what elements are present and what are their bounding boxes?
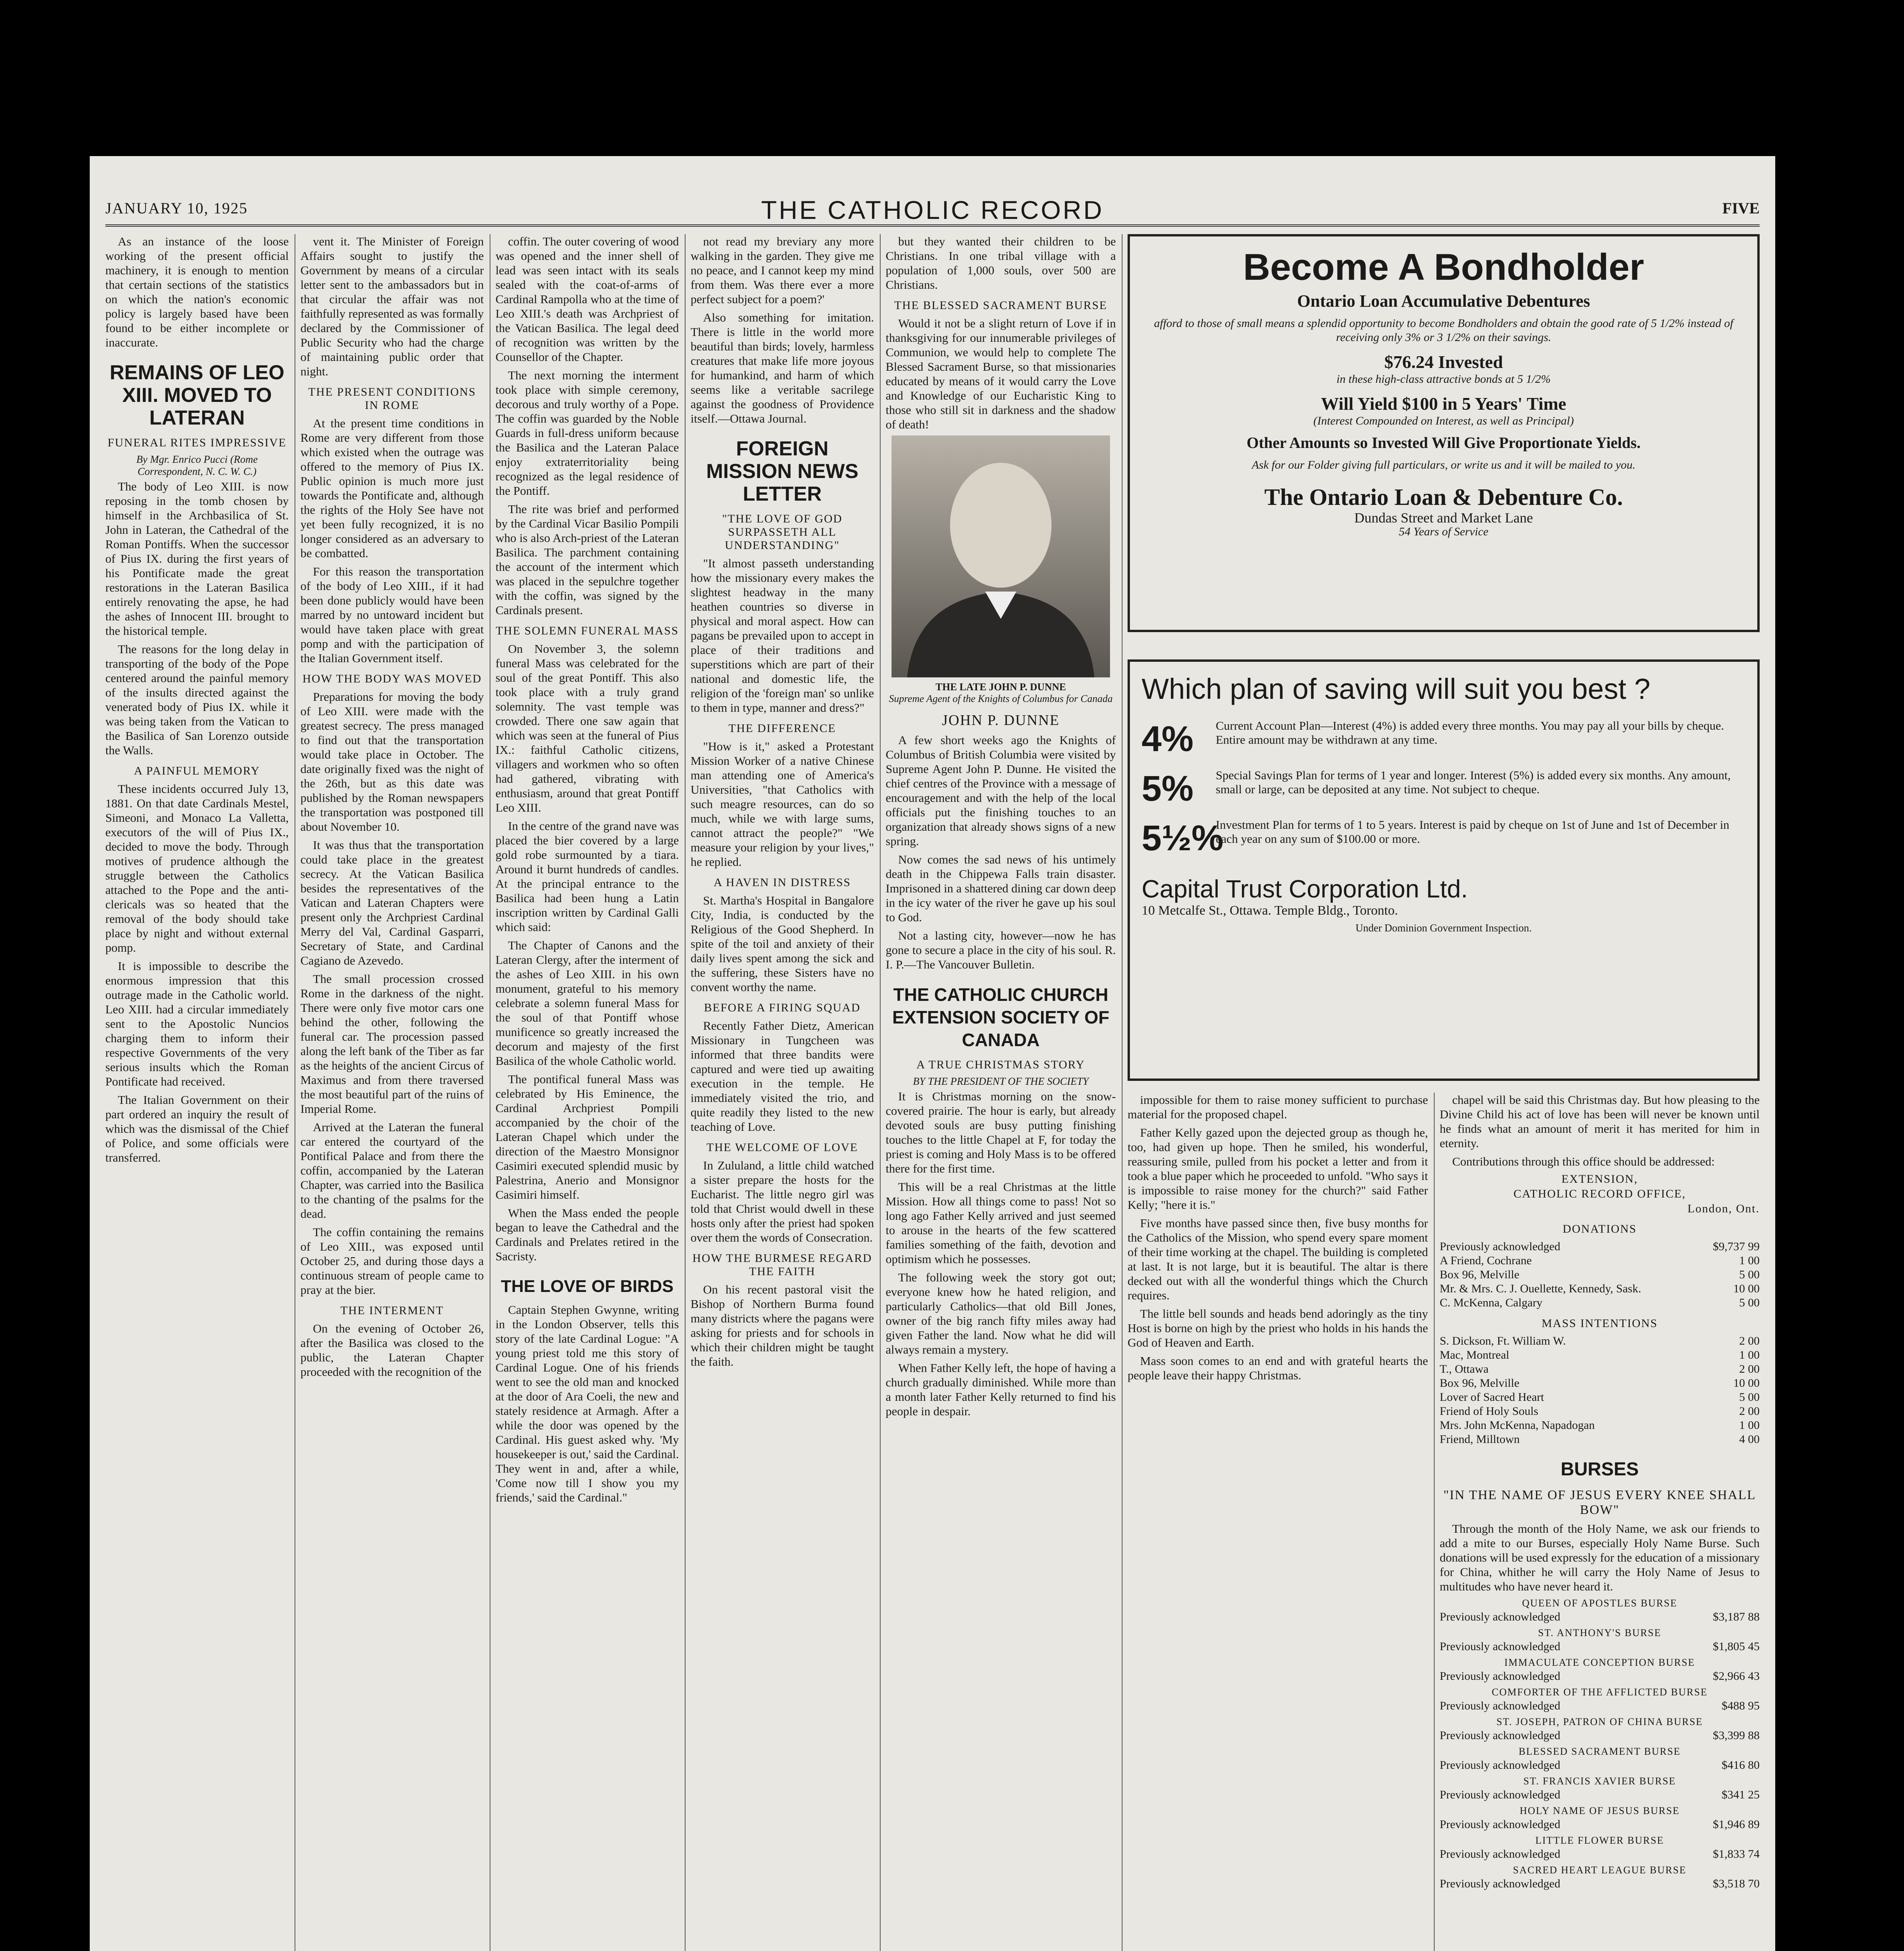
burse-row: [1440, 1669, 1760, 1683]
article-paragraph: This will be a real Christmas at the little Mission. How all things come to pass! Not so long ago Father Kelly arrived and just seemed to arouse in the hearts of the few scattered families something of the faith, devotion and optimism which he possesses.: [886, 1180, 1116, 1266]
item-name: T., Ottawa: [1440, 1363, 1489, 1375]
ad-note: in these high-class attractive bonds at 5 1/2%: [1336, 373, 1551, 386]
list-item: [1440, 1376, 1760, 1390]
rate-text: Investment Plan for terms of 1 to 5 years. Interest is paid by cheque on 1st of June and 1st of December in each year on any sum of $100.00 or more.: [1216, 818, 1730, 846]
subhead: THE SOLEMN FUNERAL MASS: [496, 624, 679, 637]
capital-trust-ad: [1128, 659, 1760, 1081]
rate-text: Current Account Plan—Interest (4%) is added every three months. You may pay all your bills by cheque. Entire amount may be withdrawn at any time.: [1216, 719, 1724, 746]
article-paragraph: The rite was brief and performed by the Cardinal Vicar Basilio Pompili who is also Arch-priest of the Lateran Basilica. The parchment containing the account of the interment which was placed in the sepulchre together with the coffin, was signed by the Cardinals present.: [496, 502, 679, 617]
burse-amount: $488 95: [1721, 1699, 1760, 1712]
ad-company: The Ontario Loan & Debenture Co.: [1264, 484, 1623, 510]
burse-line: Previously acknowledged: [1440, 1640, 1561, 1653]
article-paragraph: Captain Stephen Gwynne, writing in the London Observer, tells this story of the late Cardinal Logue: "A young priest told me this story of Cardinal Logue. One of his friends went to see the old man and knocked at the door of Ara Coeli, the new and stately residence at Armagh. After a while the door was opened by the Cardinal. His guest asked why. 'My housekeeper is out,' said the Cardinal. They went in and, after a while, 'Come now till I show you my friends,' said the Cardinal.": [496, 1303, 679, 1504]
article-paragraph: The Chapter of Canons and the Lateran Clergy, after the interment of the ashes of Leo XIII. in his own monument, grateful to his memory celebrate a solemn funeral Mass for the soul of that Pontiff whose munificence so greatly increased the decorum and majesty of the first Basilica of the whole Catholic world.: [496, 938, 679, 1068]
item-name: Mr. & Mrs. C. J. Ouellette, Kennedy, Sask.: [1440, 1282, 1641, 1295]
article-paragraph: Five months have passed since then, five busy months for the Catholics of the Mission, who spend every spare moment of their time working at the chapel. The building is completed at last. It is not large, but it is beautiful. The altar is there decked out with all the wonderful things which the Church requires.: [1128, 1216, 1428, 1302]
burse-title: ST. FRANCIS XAVIER BURSE: [1523, 1775, 1676, 1787]
article-paragraph: The reasons for the long delay in transporting of the body of the Pope centered around the painful memory of the insults directed against the venerated body of Pius IX. while it was being taken from the Vatican to the Basilica of San Lorenzo outside the Walls.: [105, 642, 289, 757]
burse-amount: $1,805 45: [1713, 1640, 1760, 1653]
header-rule: [105, 224, 1760, 227]
item-name: Box 96, Melville: [1440, 1268, 1520, 1281]
article-paragraph: "How is it," asked a Protestant Mission Worker of a native Chinese man attending one of America's Universities, "that Catholics with such meagre resources, can do so much, while we with large sums, cannot attract the people?" "We measure your religion by your lives," he replied.: [691, 739, 874, 869]
item-name: Friend of Holy Souls: [1440, 1405, 1538, 1418]
burse-row: [1440, 1788, 1760, 1802]
burse-amount: $3,518 70: [1713, 1877, 1760, 1890]
subhead: THE PRESENT CONDITIONS IN ROME: [308, 386, 476, 412]
ad-invest: $76.24 Invested: [1384, 352, 1503, 372]
burse-amount: $1,946 89: [1713, 1818, 1760, 1831]
subhead: THE WELCOME OF LOVE: [706, 1141, 858, 1154]
item-name: Box 96, Melville: [1440, 1377, 1520, 1390]
burse-amount: $3,187 88: [1713, 1610, 1760, 1623]
ad-title: Become A Bondholder: [1243, 246, 1644, 288]
list-item: [1440, 1404, 1760, 1418]
article-paragraph: When Father Kelly left, the hope of having a church gradually diminished. While more than a month later Father Kelly returned to find his people in despair.: [886, 1361, 1116, 1418]
rate-value: 5½%: [1142, 818, 1224, 858]
item-amount: 5 00: [1739, 1268, 1760, 1281]
burse-amount: $1,833 74: [1713, 1848, 1760, 1860]
article-paragraph: Preparations for moving the body of Leo XIII. were made with the greatest secrecy. The press managed to find out that the transportation would take place in October. The date originally fixed was the night of the 26th, but as this date was published by the Roman newspapers the transportation was postponed till about November 10.: [300, 690, 484, 833]
article-paragraph: Through the month of the Holy Name, we ask our friends to add a mite to our Burses, especially Holy Name Burse. Such donations will be used expressly for the education of a missionary for China, whither he will carry the Holy Name of Jesus to multitudes who have never heard it.: [1440, 1522, 1760, 1593]
rate-option: [1142, 719, 1746, 760]
item-amount: 2 00: [1739, 1405, 1760, 1418]
article-paragraph: The coffin containing the remains of Leo XIII., was exposed until October 25, and during those days a continuous stream of people came to pray at the bier.: [300, 1225, 484, 1297]
burse-title: LITTLE FLOWER BURSE: [1535, 1835, 1664, 1846]
column-7: [1440, 1093, 1760, 1951]
subhead: JOHN P. DUNNE: [942, 712, 1060, 729]
column-6: [1128, 1093, 1428, 1951]
list-item: [1440, 1334, 1760, 1348]
subhead: HOW THE BURMESE REGARD THE FAITH: [692, 1252, 872, 1278]
burse-title: ST. JOSEPH, PATRON OF CHINA BURSE: [1496, 1716, 1703, 1727]
rate-option: [1142, 768, 1746, 809]
column-5: [886, 234, 1116, 1951]
article-paragraph: Not a lasting city, however—now he has gone to secure a place in the city of his soul. R. I. P.—The Vancouver Bulletin.: [886, 929, 1116, 971]
item-amount: 2 00: [1739, 1334, 1760, 1347]
bondholder-ad: [1128, 234, 1760, 632]
burse-row: [1440, 1610, 1760, 1624]
list-item: [1440, 1240, 1760, 1254]
item-name: Friend, Milltown: [1440, 1433, 1520, 1446]
headline-foreign-mission: FOREIGN MISSION NEWS LETTER: [706, 437, 859, 505]
article-paragraph: impossible for them to raise money sufficient to purchase material for the proposed chapel.: [1128, 1093, 1428, 1121]
article-paragraph: The little bell sounds and heads bend adoringly as the tiny Host is borne on high by the priest who holds in his hands the God of Heaven and Earth.: [1128, 1307, 1428, 1349]
article-paragraph: When the Mass ended the people began to leave the Cathedral and the Cardinals and Prelates retired in the Sacristy.: [496, 1206, 679, 1263]
article-paragraph: "It almost passeth understanding how the missionary every makes the slightest headway in the many heathen countries so diverse in physical and moral aspect. How can pagans be prevailed upon to accept in place of their traditions and superstitions which are part of their national and domestic life, the religion of the 'foreign man' so unlike to them in type, manner and dress?": [691, 556, 874, 714]
list-item: [1440, 1432, 1760, 1446]
item-name: S. Dickson, Ft. William W.: [1440, 1334, 1566, 1347]
address-line: CATHOLIC RECORD OFFICE,: [1513, 1187, 1686, 1200]
burses-subheading: "IN THE NAME OF JESUS EVERY KNEE SHALL BOW": [1443, 1488, 1756, 1517]
masthead: THE CATHOLIC RECORD: [761, 195, 1104, 224]
ad-years: 54 Years of Service: [1399, 525, 1488, 538]
ad-question: Which plan of saving will suit you best ?: [1142, 673, 1650, 705]
article-paragraph: It is Christmas morning on the snow-covered prairie. The hour is early, but already devoted souls are busy putting finishing touches to the little Chapel at F, for today the priest is coming and Holy Mass is to be offered there for the first time.: [886, 1089, 1116, 1175]
subhead: BEFORE A FIRING SQUAD: [704, 1001, 861, 1014]
article-paragraph: Would it not be a slight return of Love if in thanksgiving for our innumerable privileges of Communion, we would help to complete The Blessed Sacrament Burse, so that missionaries educated by means of it would carry the Love and Knowledge of our Eucharistic King to those who still sit in darkness and the shadow of death!: [886, 316, 1116, 431]
article-paragraph: It is impossible to describe the enormous impression that this outrage made in the Catholic world. Leo XIII. had a circular immediately sent to the Apostolic Nuncios charging them to inform their respective Governments of the very serious insults which the Roman Pontificate had received.: [105, 959, 289, 1088]
article-paragraph: The pontifical funeral Mass was celebrated by His Eminence, the Cardinal Archpriest Pompili accompanied by the choir of the Lateran Chapel which under the direction of the Maestro Monsignor Casimiri executed splendid music by Palestrina, Anerio and Monsignor Casimiri himself.: [496, 1072, 679, 1201]
list-item: [1440, 1390, 1760, 1404]
rate-option: [1142, 818, 1746, 859]
article-paragraph: not read my breviary any more walking in the garden. They give me no peace, and I cannot keep my mind from them. Was there ever a more perfect subject for a poem?': [691, 235, 874, 306]
item-amount: 2 00: [1739, 1363, 1760, 1375]
burse-amount: $2,966 43: [1713, 1670, 1760, 1683]
article-paragraph: Father Kelly gazed upon the dejected group as though he, too, had given up hope. Then he smiled, his wonderful, reassuring smile, pulled from his pocket a letter and from it took a blue paper which he proceeded to unfold. "Who says it is impossible to raise money for the church?" said Father Kelly; "here it is.": [1128, 1126, 1428, 1212]
burse-title: SACRED HEART LEAGUE BURSE: [1513, 1864, 1687, 1876]
article-paragraph: It was thus that the transportation could take place in the greatest secrecy. At the Vatican Basilica besides the representatives of the Vatican and Lateran Chapters were present only the Archpriest Cardinal Merry del Val, Cardinal Gasparri, Secretary of State, and Cardinal Cagiano de Azevedo.: [300, 838, 484, 967]
article-paragraph: These incidents occurred July 13, 1881. On that date Cardinals Mestel, Simeoni, and Monaco La Valletta, executors of the will of Pius IX., decided to move the body. Through motives of prudence although the struggle between the Catholics attached to the Pope and the anti-clericals was so heated that the removal of the body should take place by night and without external pomp.: [105, 782, 289, 954]
burse-line: Previously acknowledged: [1440, 1729, 1561, 1742]
burse-line: Previously acknowledged: [1440, 1759, 1561, 1772]
burse-title: BLESSED SACRAMENT BURSE: [1519, 1746, 1681, 1757]
article-paragraph: The next morning the interment took place with simple ceremony, decorous and truly worthy of a Pope. The coffin was guarded by the Noble Guards in full-dress uniform because the Basilica and the Lateran Palace enjoy extraterritoriality being recognized as the legal residence of the Pontiff.: [496, 368, 679, 498]
item-amount: $9,737 99: [1713, 1240, 1760, 1253]
burse-line: Previously acknowledged: [1440, 1610, 1561, 1623]
list-item: [1440, 1296, 1760, 1310]
item-amount: 4 00: [1739, 1433, 1760, 1446]
subhead: THE BLESSED SACRAMENT BURSE: [894, 299, 1107, 312]
article-paragraph: A few short weeks ago the Knights of Columbus of British Columbia were visited by Supreme Agent John P. Dunne. He visited the chief centres of the Province with a message of encouragement and with the help of the local officials put the finishing touches to an organization that already shows signs of a new spring.: [886, 733, 1116, 848]
burse-row: [1440, 1699, 1760, 1713]
rate-value: 5%: [1142, 769, 1194, 808]
list-item: [1440, 1282, 1760, 1296]
address-line: EXTENSION,: [1561, 1173, 1638, 1185]
burse-line: Previously acknowledged: [1440, 1788, 1561, 1801]
list-item: [1440, 1418, 1760, 1432]
subhead: THE INTERMENT: [340, 1304, 444, 1317]
subhead: "THE LOVE OF GOD SURPASSETH ALL UNDERSTANDING": [722, 512, 843, 552]
burse-row: [1440, 1758, 1760, 1772]
page-number: FIVE: [1722, 199, 1760, 217]
list-item: [1440, 1348, 1760, 1362]
rate-text: Special Savings Plan for terms of 1 year and longer. Interest (5%) is added every six months. Any amount, small or large, can be deposited at any time. Not subject to cheque.: [1216, 768, 1731, 796]
ad-note: Under Dominion Government Inspection.: [1355, 922, 1532, 934]
article-paragraph: The body of Leo XIII. is now reposing in the tomb chosen by himself in the Archbasilica of St. John in Lateran, the Cathedral of the Roman Pontiffs. When the successor of Pius IX. during the first years of his Pontificate made the great restorations in the Lateran Basilica entirely renovating the apse, he had the ashes of Innocent III. brought to the historical temple.: [105, 480, 289, 638]
ad-company: Capital Trust Corporation Ltd.: [1142, 875, 1468, 903]
portrait-icon: [892, 435, 1110, 677]
item-amount: 1 00: [1739, 1419, 1760, 1432]
address-line: London, Ont.: [1687, 1202, 1760, 1215]
ad-ask: Ask for our Folder giving full particulars, or write us and it will be mailed to you.: [1252, 458, 1636, 471]
article-paragraph: On the evening of October 26, after the Basilica was closed to the public, the Lateran Chapter proceeded with the recognition of the: [300, 1322, 484, 1379]
headline-love-of-birds: THE LOVE OF BIRDS: [501, 1277, 674, 1296]
article-paragraph: In Zululand, a little child watched a sister prepare the hosts for the Eucharist. The little negro girl was told that Christ would dwell in these hosts only after the priest had spoken over them the words of Consecration.: [691, 1159, 874, 1244]
burse-line: Previously acknowledged: [1440, 1848, 1561, 1860]
donations-list: [1440, 1240, 1760, 1310]
burse-row: [1440, 1877, 1760, 1891]
article-paragraph: In the centre of the grand nave was placed the bier covered by a large gold robe surmounted by a tiara. Around it burnt hundreds of candles. At the principal entrance to the Basilica had been hung a Latin inscription written by Cardinal Galli which said:: [496, 819, 679, 934]
burse-row: [1440, 1847, 1760, 1861]
article-paragraph: The small procession crossed Rome in the darkness of the night. There were only five motor cars one behind the other, following the funeral car. The procession passed along the left bank of the Tiber as far as the heights of the ancient Circus of Maximus and from there traversed the most beautiful part of the ruins of Imperial Rome.: [300, 972, 484, 1116]
newspaper-page: [90, 156, 1775, 1951]
subhead-funeral-rites: FUNERAL RITES IMPRESSIVE: [107, 436, 287, 449]
item-amount: 5 00: [1739, 1391, 1760, 1404]
intro-paragraph: As an instance of the loose working of the present official machinery, it is enough to mention that certain sections of the statistics on which the nation's economic policy is largely based have been found to be either incomplete or inaccurate.: [105, 235, 289, 349]
item-amount: 1 00: [1739, 1254, 1760, 1267]
column-rule: [1122, 234, 1123, 1951]
burses-heading: BURSES: [1560, 1459, 1639, 1480]
headline-leo-xiii: REMAINS OF LEO XIII. MOVED TO LATERAN: [110, 361, 284, 429]
burse-amount: $341 25: [1721, 1788, 1760, 1801]
article-paragraph: coffin. The outer covering of wood was opened and the inner shell of lead was seen intact with its seals sealed with the coat-of-arms of Cardinal Rampolla who at the time of Leo XIII.'s death was Archpriest of the Vatican Basilica. The legal deed of recognition was written by the Counsellor of the Chapter.: [496, 235, 679, 364]
column-2: [300, 234, 484, 1951]
item-name: A Friend, Cochrane: [1440, 1254, 1532, 1267]
ad-address: Dundas Street and Market Lane: [1354, 510, 1533, 526]
article-paragraph: Mass soon comes to an end and with grateful hearts the people leave their happy Christmas.: [1128, 1354, 1428, 1382]
column-3: [496, 234, 679, 1951]
article-paragraph: The Italian Government on their part ordered an inquiry the result of which was the dismissal of the Chief of Police, and some officials were transferred.: [105, 1093, 289, 1164]
mass-intentions-heading: MASS INTENTIONS: [1542, 1317, 1658, 1330]
subhead: HOW THE BODY WAS MOVED: [302, 672, 482, 685]
list-item: [1440, 1362, 1760, 1376]
column-1: [105, 234, 289, 1951]
mass-intentions-list: [1440, 1334, 1760, 1446]
issue-date: JANUARY 10, 1925: [105, 199, 248, 217]
article-paragraph: At the present time conditions in Rome are very different from those which existed when the outrage was offered to the memory of Pius IX. Public opinion is much more just towards the Pontificate and, although the rights of the Holy See have not yet been fully recognized, it is no longer considered as an adversary to be combatted.: [300, 416, 484, 560]
article-paragraph: vent it. The Minister of Foreign Affairs sought to justify the Government by means of a circular letter sent to the ambassadors but in that circular the affair was not faithfully represented as was formally declared by the Commissioner of Public Security who had the charge of maintaining public order that night.: [300, 235, 484, 378]
ad-area: [1128, 234, 1760, 1085]
burse-row: [1440, 1729, 1760, 1743]
subhead: THE DIFFERENCE: [728, 722, 836, 735]
article-paragraph: Also something for imitation. There is little in the world more beautiful than birds; lovely, harmless creatures that make life more joyous for humankind, and harm of which seems like a veritable sacrilege against the goodness of Providence itself.—Ottawa Journal.: [691, 311, 874, 425]
item-amount: 10 00: [1733, 1282, 1760, 1295]
item-amount: 10 00: [1733, 1377, 1760, 1390]
item-amount: 5 00: [1739, 1296, 1760, 1309]
item-name: Previously acknowledged: [1440, 1240, 1561, 1253]
photo-caption: THE LATE JOHN P. DUNNE: [935, 681, 1066, 693]
item-amount: 1 00: [1739, 1349, 1760, 1361]
item-name: C. McKenna, Calgary: [1440, 1296, 1543, 1309]
column-rule: [1434, 1093, 1435, 1951]
ad-note: (Interest Compounded on Interest, as well as Principal): [1313, 414, 1574, 427]
donations-heading: DONATIONS: [1563, 1222, 1637, 1235]
ad-body: afford to those of small means a splendid opportunity to become Bondholders and obtain the good rate of 5 1/2% instead of receiving only 3% or 3 1/2% on their savings.: [1154, 317, 1733, 344]
subhead: A PAINFUL MEMORY: [134, 764, 260, 777]
article-paragraph: The following week the story got out; everyone knew how he hated religion, and particularly Catholics—that old Bill Jones, owner of the big ranch fifty miles away had given Father the land. Now what he did will always remain a mystery.: [886, 1270, 1116, 1356]
article-paragraph: St. Martha's Hospital in Bangalore City, India, is conducted by the Religious of the Good Shepherd. In spite of the toil and anxiety of their daily lives spent among the sick and the suffering, these Sisters have no convent worthy the name.: [691, 894, 874, 994]
burse-line: Previously acknowledged: [1440, 1818, 1561, 1831]
burses-list: [1440, 1597, 1760, 1891]
article-paragraph: Now comes the sad news of his untimely death in the Chippewa Falls train disaster. Imprisoned in a shattered dining car down deep in the icy water of the river he gave up his soul to God.: [886, 853, 1116, 924]
article-paragraph: Arrived at the Lateran the funeral car entered the courtyard of the Pontifical Palace and from there the coffin, accompanied by the Lateran Chapter, was carried into the Basilica to the chanting of the psalms for the dead.: [300, 1120, 484, 1221]
byline: BY THE PRESIDENT OF THE SOCIETY: [913, 1075, 1089, 1087]
article-paragraph: On his recent pastoral visit the Bishop of Northern Burma found many districts where the pagans were asking for priests and for schools in which their children might be taught the faith.: [691, 1283, 874, 1368]
subhead: A HAVEN IN DISTRESS: [714, 876, 851, 889]
column-4: [691, 234, 874, 1951]
ad-other: Other Amounts so Invested Will Give Proportionate Yields.: [1247, 434, 1641, 451]
burse-title: IMMACULATE CONCEPTION BURSE: [1504, 1657, 1695, 1668]
item-name: Lover of Sacred Heart: [1440, 1391, 1544, 1404]
photo-caption-sub: Supreme Agent of the Knights of Columbus for Canada: [889, 693, 1113, 704]
item-name: Mac, Montreal: [1440, 1349, 1510, 1361]
headline-extension-society: THE CATHOLIC CHURCH EXTENSION SOCIETY OF CANADA: [892, 984, 1110, 1050]
burse-line: Previously acknowledged: [1440, 1670, 1561, 1683]
article-paragraph: but they wanted their children to be Christians. In one tribal village with a population of 1,000 souls, over 500 are Christians.: [886, 235, 1116, 291]
article-paragraph: Recently Father Dietz, American Missionary in Tungcheen was informed that three bandits were captured and were tied up awaiting execution in the temple. He immediately visited the trio, and quite readily they listed to the new teaching of Love.: [691, 1019, 874, 1134]
portrait-photo: [892, 435, 1110, 677]
ad-subtitle: Ontario Loan Accumulative Debentures: [1297, 291, 1590, 311]
article-paragraph: For this reason the transportation of the body of Leo XIII., if it had been done publicly would have been marred by no untoward incident but would have taken place with great pomp and with the participation of the Italian Government itself.: [300, 565, 484, 665]
burse-amount: $416 80: [1721, 1759, 1760, 1772]
burse-row: [1440, 1640, 1760, 1654]
column-rule: [880, 234, 881, 1951]
page-header: [105, 195, 1760, 222]
article-paragraph: Contributions through this office should be addressed:: [1452, 1155, 1715, 1168]
item-name: Mrs. John McKenna, Napadogan: [1440, 1419, 1595, 1432]
burse-line: Previously acknowledged: [1440, 1877, 1561, 1890]
burse-amount: $3,399 88: [1713, 1729, 1760, 1742]
burse-line: Previously acknowledged: [1440, 1699, 1561, 1712]
subhead: A TRUE CHRISTMAS STORY: [916, 1058, 1085, 1071]
rate-value: 4%: [1142, 719, 1194, 759]
article-paragraph: On November 3, the solemn funeral Mass was celebrated for the soul of the great Pontiff. This also took place with a truly grand solemnity. The vast temple was crowded. There one saw again that which was seen at the funeral of Pius IX.: faithful Catholic citizens, villagers and workmen who so often had gathered, vibrating with enthusiasm, around that great Pontiff Leo XIII.: [496, 642, 679, 814]
ad-yield: Will Yield $100 in 5 Years' Time: [1321, 394, 1567, 414]
column-rule: [685, 234, 686, 1951]
burse-row: [1440, 1818, 1760, 1832]
burse-title: ST. ANTHONY'S BURSE: [1538, 1627, 1661, 1638]
burse-title: HOLY NAME OF JESUS BURSE: [1520, 1805, 1680, 1816]
burse-title: COMFORTER OF THE AFFLICTED BURSE: [1492, 1686, 1708, 1698]
article-paragraph: chapel will be said this Christmas day. But how pleasing to the Divine Child his act of love has been will never be known until he finds what an amount of merit it has merited for him in eternity.: [1440, 1093, 1760, 1150]
list-item: [1440, 1254, 1760, 1268]
list-item: [1440, 1268, 1760, 1282]
ad-address: 10 Metcalfe St., Ottawa. Temple Bldg., Toronto.: [1142, 903, 1398, 918]
burse-title: QUEEN OF APOSTLES BURSE: [1522, 1597, 1677, 1609]
byline: By Mgr. Enrico Pucci (Rome Correspondent, N. C. W. C.): [136, 453, 258, 477]
